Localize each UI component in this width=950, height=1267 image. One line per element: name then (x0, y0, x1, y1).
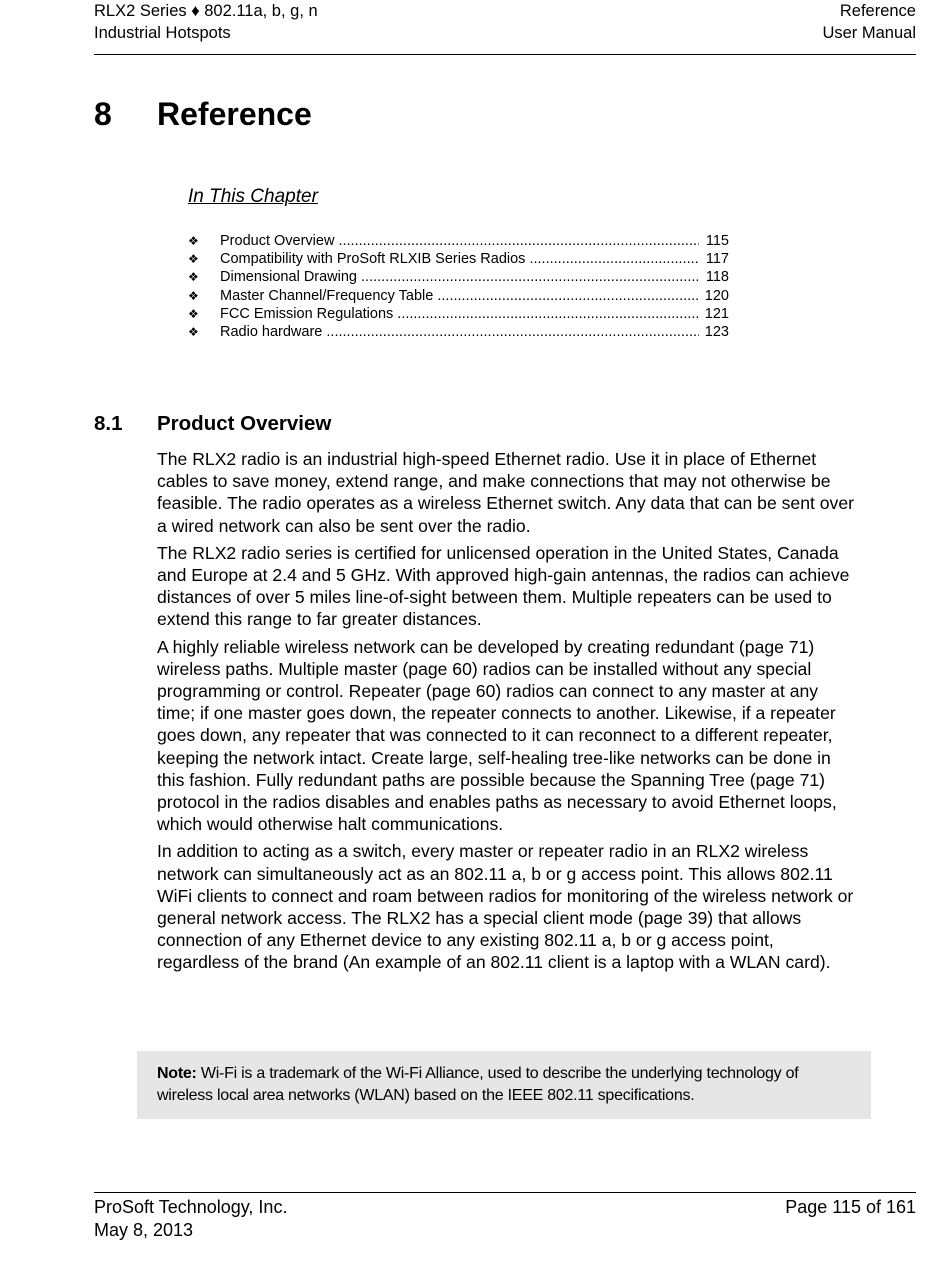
header-product-series: RLX2 Series ♦ 802.11a, b, g, n (94, 2, 318, 20)
toc-item[interactable] (188, 250, 729, 268)
footer-date: May 8, 2013 (94, 1219, 194, 1240)
toc-item-label[interactable]: Product Overview ..... (220, 232, 699, 250)
footer-company: ProSoft Technology, Inc. (94, 1197, 288, 1217)
body-paragraph: In addition to acting as a switch, every master or repeater radio in an RLX2 wireless network can simultaneously act as an 802.11 a, b or g access point. This allows 802.11 WiFi clients to connect and roam between radios for monitoring of the wireless network or general network access. The RLX2 has a special client mode (page 39) that allows connection of any Ethernet device to any existing 802.11 a, b or g access point, regardless of the brand (An example of an 802.11 client is a laptop with a WLAN card). (157, 841, 854, 973)
body-paragraph: The RLX2 radio is an industrial high-speed Ethernet radio. Use it in place of Ethernet cables to save money, extend range, and make connections that may not otherwise be feasible. The radio operates as a wireless Ethernet switch. Any data that can be sent over a wired network can also be sent over the radio. (157, 449, 854, 536)
chapter-number: 8 (94, 96, 112, 132)
bullet-icon: ❖ (188, 270, 199, 285)
toc-item[interactable] (188, 287, 729, 305)
bullet-icon: ❖ (188, 306, 199, 321)
toc-item[interactable] (188, 232, 729, 250)
toc-item-page[interactable]: 115 (705, 233, 729, 249)
section-title: Product Overview (157, 412, 332, 435)
body-paragraph: A highly reliable wireless network can be developed by creating redundant (page 71) wireless paths. Multiple master (page 60) radios can be installed without any special programming or control. Repeater (page 60) radios can connect to any master at any time; if one master goes down, the repeater connects to another. Likewise, if a repeater goes down, any repeater that was connected to it can reconnect to a different repeater, keeping the network intact. Create large, self-healing tree-like networks can be done in this fashion. Fully redundant paths are possible because the Spanning Tree (page 71) protocol in the radios disables and enables paths as necessary to avoid Ethernet loops, which would otherwise halt communications. (157, 636, 837, 835)
toc-item-label[interactable]: Master Channel/Frequency Table ..... (220, 287, 699, 305)
body-paragraph: The RLX2 radio series is certified for unlicensed operation in the United States, Canada and Europe at 2.4 and 5 GHz. With approved high-gain antennas, the radios can achieve distances of over 5 miles line-of-sight between them. Multiple repeaters can be used to extend this range to far greater distances. (157, 542, 850, 630)
footer-page-number: Page 115 of 161 (785, 1197, 916, 1217)
toc-item-label[interactable]: Radio hardware ..... (220, 323, 699, 341)
header-right (822, 0, 916, 44)
toc-item-page[interactable]: 117 (705, 251, 729, 268)
toc-item[interactable] (188, 323, 729, 341)
header-product-type: Industrial Hotspots (94, 24, 231, 42)
toc-item-label[interactable]: FCC Emission Regulations ..... (220, 305, 699, 323)
bullet-icon: ❖ (188, 324, 199, 339)
toc-item[interactable] (188, 268, 729, 286)
toc-item-label[interactable]: Dimensional Drawing ..... (220, 268, 699, 286)
header-left (94, 0, 318, 44)
bullet-icon: ❖ (188, 288, 199, 303)
header-doc-type: User Manual (822, 24, 916, 42)
note-box (137, 1051, 871, 1119)
toc-item-page[interactable]: 120 (704, 287, 729, 304)
header-section: Reference (839, 2, 916, 20)
in-this-chapter-heading: In This Chapter (188, 186, 318, 207)
toc-item-label[interactable]: Compatibility with ProSoft RLXIB Series Radios ..... (220, 250, 699, 268)
toc-item-page[interactable]: 123 (704, 323, 729, 340)
bullet-icon: ❖ (188, 234, 199, 248)
note-label: Note: (157, 1065, 197, 1082)
note-text: Wi-Fi is a trademark of the Wi-Fi Alliance, used to describe the underlying technology of wireless local area networks (WLAN) based on the IEEE 802.11 specifications. (157, 1065, 799, 1104)
page-header (94, 0, 916, 55)
chapter-toc (188, 232, 729, 341)
bullet-icon: ❖ (188, 252, 199, 267)
chapter-title: Reference (157, 96, 312, 132)
toc-item[interactable] (188, 305, 729, 323)
section-number: 8.1 (94, 412, 123, 435)
toc-item-page[interactable]: 118 (705, 269, 729, 286)
footer-left (94, 1196, 287, 1241)
toc-item-page[interactable]: 121 (704, 305, 729, 322)
section-body (157, 448, 854, 979)
page-footer (94, 1192, 916, 1240)
